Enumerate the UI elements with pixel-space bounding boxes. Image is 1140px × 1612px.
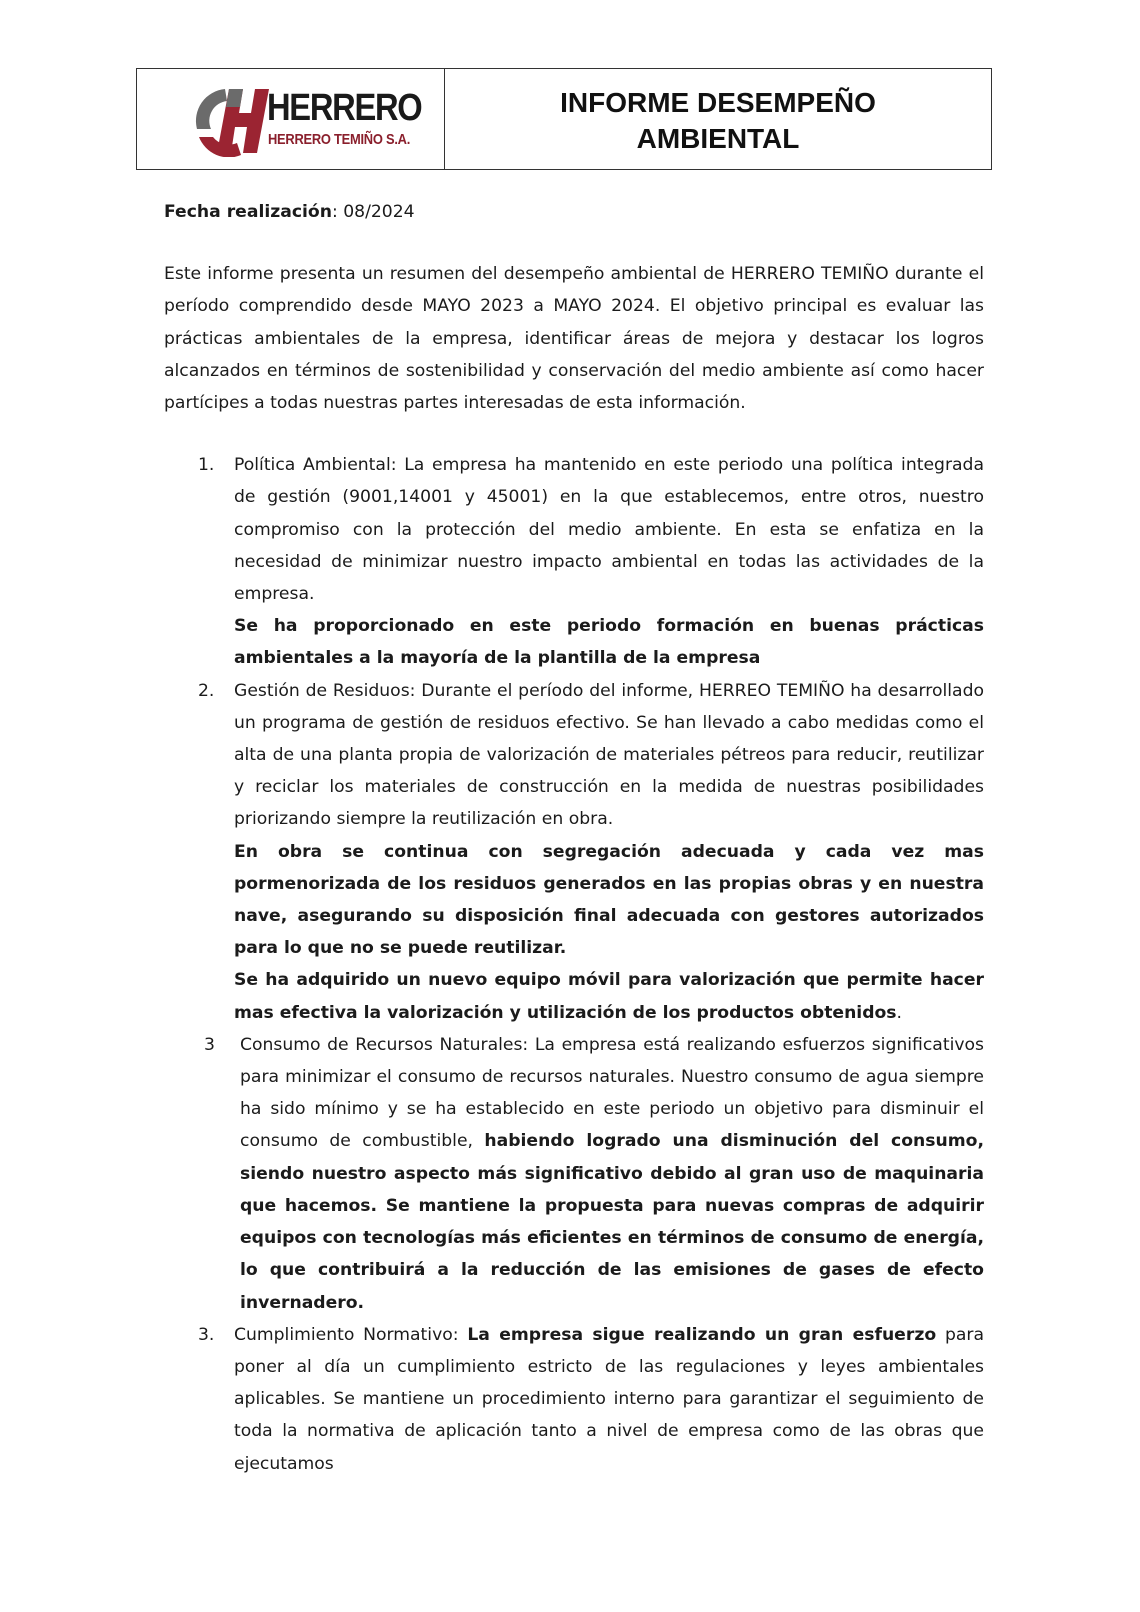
item-text: Gestión de Residuos: Durante el período del informe, HERREO TEMIÑO ha desarrollado un programa de gestión de residuos efectivo. Se han llevado a cabo medidas como el alta de una planta propia de valorización de materiales pétreos para reducir, reutilizar y reciclar los materiales de construcción en la medida de nuestras posibilidades priorizando siempre la reutilización en obra. [234,680,984,830]
list-item [164,1029,984,1319]
item-bold-span: La empresa sigue realizando un gran esfuerzo [467,1324,937,1345]
date-line [164,196,984,228]
item-number: 3. [198,1324,215,1345]
item-text: Política Ambiental: La empresa ha mantenido en este periodo una política integrada de gestión (9001,14001 y 45001) en la que establecemos, entre otros, nuestro compromiso con la protección del medio ambiente. En esta se enfatiza en la necesidad de minimizar nuestro impacto ambiental en todas las actividades de la empresa. [234,455,984,605]
document-title [560,85,876,157]
logo-h-icon [191,85,271,157]
logo-subtitle: HERRERO TEMIÑO S.A. [268,131,411,148]
list-item [164,449,984,674]
item-number: 3 [204,1034,215,1055]
item-text [234,1319,984,1480]
document-body [164,196,984,1480]
date-value: : 08/2024 [331,202,415,222]
logo-cell [137,69,445,169]
title-line-1: INFORME DESEMPEÑO [560,87,876,118]
item-bold-span: Se ha adquirido un nuevo equipo móvil para valorización que permite hacer mas efectiva la valorización y utilización de los productos obtenidos [234,970,984,1023]
item-bold-span: habiendo logrado una disminución del consumo, siendo nuestro aspecto más significativo debido al gran uso de maquinaria que hacemos. Se mantiene la propuesta para nuevas compras de adquirir equipos con tecnologías más eficientes en términos de consumo de energía, lo que contribuirá a la reducción de las emisiones de gases de efecto invernadero. [240,1131,984,1313]
company-logo [191,85,422,157]
item-bold-text: Se ha proporcionado en este periodo formación en buenas prácticas ambientales a la mayoría de la plantilla de la empresa [234,616,984,669]
item-bold-text: En obra se continua con segregación adecuada y cada vez mas pormenorizada de los residuos generados en las propias obras y en nuestra nave, asegurando su disposición final adecuada con gestores autorizados para lo que no se puede reutilizar. [234,841,984,959]
item-text-span: para poner al día un cumplimiento estricto de las regulaciones y leyes ambientales aplicables. Se mantiene un procedimiento interno para garantizar el seguimiento de toda la normativa de aplicación tanto a nivel de empresa como de las obras que ejecutamos [234,1324,984,1474]
item-lead-span: Cumplimiento Normativo: [234,1324,468,1345]
item-bold-end: . [896,1002,903,1023]
title-cell [445,69,991,169]
list-item [164,1319,984,1480]
date-label: Fecha realización [164,202,332,222]
item-bold-text [234,964,984,1028]
document-header [136,68,992,170]
intro-paragraph: Este informe presenta un resumen del desempeño ambiental de HERRERO TEMIÑO durante el período comprendido desde MAYO 2023 a MAYO 2024. El objetivo principal es evaluar las prácticas ambientales de la empresa, identificar áreas de mejora y destacar los logros alcanzados en términos de sostenibilidad y conservación del medio ambiente así como hacer partícipes a todas nuestras partes interesadas de esta información. [164,264,984,414]
item-text [240,1029,984,1319]
logo-name: HERRERO [267,87,422,129]
item-number: 2. [198,680,215,701]
item-number: 1. [198,455,215,476]
title-line-2: AMBIENTAL [636,123,800,154]
list-item [164,675,984,1029]
item-text-span: Consumo de Recursos Naturales: La empresa está realizando esfuerzos significativos para minimizar el consumo de recursos naturales. Nuestro consumo de agua siempre ha sido mínimo y se ha establecido en este periodo un objetivo para disminuir el consumo de combustible, [240,1034,984,1152]
